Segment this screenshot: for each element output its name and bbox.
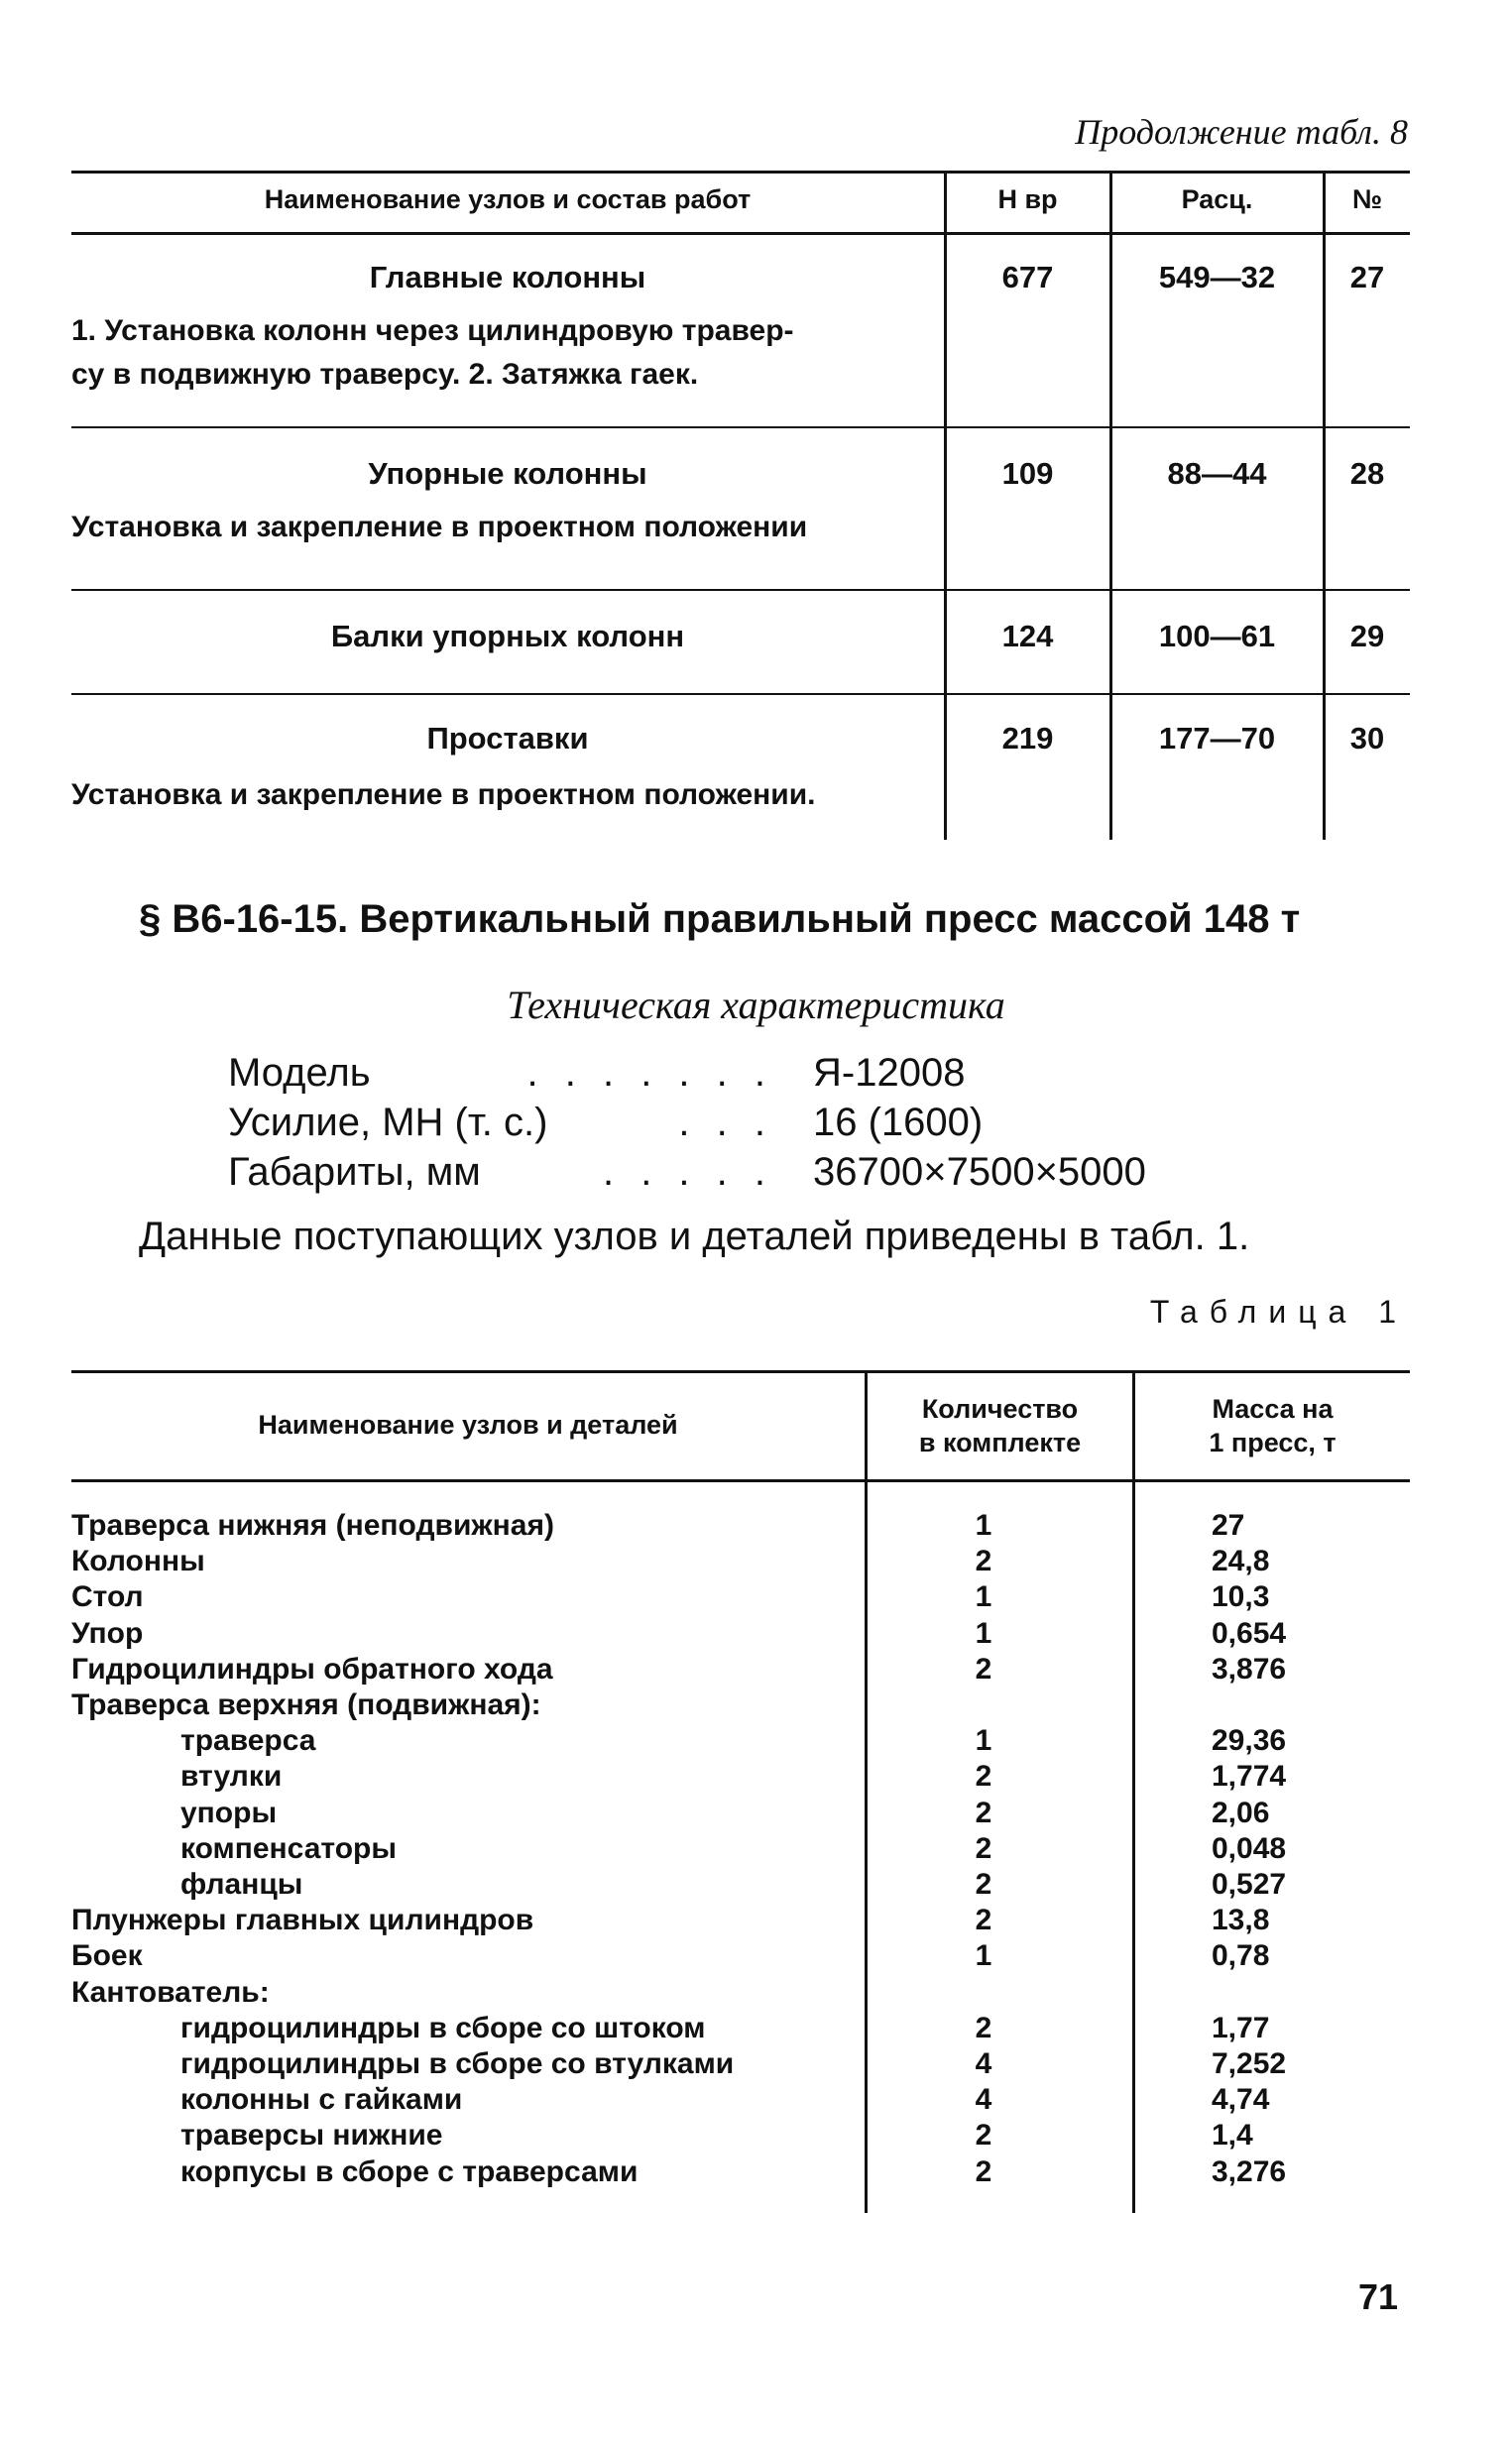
item-quantity: 1: [975, 1939, 992, 1973]
table-row: [71, 1580, 1410, 1616]
table-row: [71, 1545, 1410, 1580]
row-number: 28: [1349, 456, 1385, 491]
item-quantity: 1: [975, 1580, 992, 1614]
item-name: траверса: [180, 1724, 316, 1758]
table-row: [71, 2012, 1410, 2047]
table-row: [71, 2155, 1410, 2191]
item-name: упоры: [180, 1796, 278, 1829]
row-number: 29: [1349, 619, 1385, 653]
item-quantity: 2: [975, 1652, 992, 1686]
item-quantity: 2: [975, 2011, 992, 2044]
table-row: [71, 1868, 1410, 1904]
item-quantity: 2: [975, 2119, 992, 2153]
item-mass: 7,252: [1212, 2047, 1287, 2080]
item-quantity: 2: [975, 1831, 992, 1865]
item-name: фланцы: [180, 1868, 303, 1901]
item-quantity: 2: [975, 1904, 992, 1937]
item-quantity: 2: [975, 1545, 992, 1578]
item-quantity: 4: [975, 2047, 992, 2080]
row-description: 1. Установка колонн через цилиндровую травер- су в подвижную траверсу. 2. Затяжка гаек.: [71, 314, 794, 391]
item-mass: 3,876: [1212, 1652, 1287, 1686]
table-row: [71, 1797, 1410, 1832]
item-name: колонны с гайками: [180, 2083, 463, 2117]
row-divider: [71, 589, 1410, 591]
header-name: Наименование узлов и состав работ: [264, 184, 752, 214]
table-1: [71, 1370, 1410, 2213]
item-mass: 29,36: [1212, 1724, 1287, 1758]
item-name: гидроцилиндры в сборе со штоком: [180, 2011, 706, 2044]
item-mass: 24,8: [1212, 1545, 1270, 1578]
norm-value: 219: [1001, 721, 1054, 756]
spec-label: Модель: [228, 1051, 371, 1095]
item-quantity: 4: [975, 2083, 992, 2117]
item-mass: 13,8: [1212, 1904, 1270, 1937]
item-name: компенсаторы: [180, 1831, 397, 1865]
item-quantity: 1: [975, 1509, 992, 1542]
item-mass: 3,276: [1212, 2154, 1287, 2188]
row-number: 27: [1349, 260, 1385, 294]
spec-leader-dots: . . . . .: [602, 1150, 773, 1194]
item-mass: 0,654: [1212, 1616, 1287, 1650]
item-name: Стол: [71, 1580, 144, 1614]
header-mass-line1: Масса на: [1212, 1394, 1334, 1424]
row-number: 30: [1349, 721, 1385, 756]
header-mass: [1135, 1392, 1410, 1459]
page-number: 71: [1358, 2276, 1399, 2317]
item-quantity: 2: [975, 1760, 992, 1794]
item-name: Упор: [71, 1616, 144, 1650]
row-title: Упорные колонны: [368, 456, 647, 491]
header-number: №: [1351, 184, 1383, 214]
item-quantity: 1: [975, 1724, 992, 1758]
table-row: [71, 1688, 1410, 1724]
item-quantity: 2: [975, 1796, 992, 1829]
item-quantity: 1: [975, 1616, 992, 1650]
item-name: втулки: [180, 1760, 283, 1794]
item-quantity: 2: [975, 1868, 992, 1901]
item-name: Колонны: [71, 1545, 205, 1578]
table-row: [71, 1760, 1410, 1796]
spec-leader-dots: . . . . . . .: [526, 1051, 773, 1095]
item-mass: 0,048: [1212, 1831, 1287, 1865]
row-description: Установка и закрепление в проектном положении.: [71, 778, 816, 811]
table-top-rule: [71, 171, 1410, 174]
table-row: [71, 1509, 1410, 1545]
header-quantity-line1: Количество: [921, 1394, 1079, 1424]
row-divider: [71, 426, 1410, 428]
header-norm: Н вр: [997, 184, 1058, 214]
header-quantity: [868, 1392, 1132, 1459]
item-mass: 1,77: [1212, 2011, 1270, 2044]
spec-value: 16 (1600): [813, 1101, 984, 1144]
item-mass: 1,774: [1212, 1760, 1287, 1794]
table-row: [71, 1976, 1410, 2012]
table-header-rule: [71, 1479, 1410, 1482]
item-name: Траверса верхняя (подвижная):: [71, 1688, 541, 1721]
item-name: Плунжеры главных цилиндров: [71, 1904, 534, 1937]
header-quantity-line2: в комплекте: [918, 1428, 1082, 1457]
norm-value: 109: [1001, 456, 1054, 491]
item-name: Боек: [71, 1939, 143, 1973]
table-row: [71, 1939, 1410, 1975]
table-row: [71, 2083, 1410, 2119]
item-name: Гидроцилиндры обратного хода: [71, 1652, 553, 1686]
item-mass: 0,527: [1212, 1868, 1287, 1901]
item-mass: 1,4: [1212, 2119, 1253, 2153]
item-mass: 4,74: [1212, 2083, 1270, 2117]
item-mass: 10,3: [1212, 1580, 1270, 1614]
header-price: Расц.: [1181, 184, 1253, 214]
spec-leader-dots: . . .: [678, 1101, 773, 1144]
item-quantity: 2: [975, 2154, 992, 2188]
table-row: [71, 2047, 1410, 2083]
section-heading: § В6-16-15. Вертикальный правильный пресс массой 148 т: [139, 897, 1301, 941]
tech-characteristics-caption: Техническая характеристика: [507, 983, 1005, 1027]
row-title: Балки упорных колонн: [330, 619, 685, 653]
table-row: [71, 2119, 1410, 2154]
row-title: Главные колонны: [369, 260, 646, 294]
table-row: [71, 1653, 1410, 1688]
price-value: 177—70: [1158, 721, 1276, 756]
row-title: Проставки: [426, 721, 589, 756]
table-header-rule: [71, 232, 1410, 235]
header-name: Наименование узлов и деталей: [258, 1410, 678, 1440]
norm-value: 677: [1001, 260, 1054, 294]
item-name: Кантователь:: [71, 1975, 270, 2009]
price-value: 100—61: [1158, 619, 1276, 653]
table-row: [71, 1904, 1410, 1939]
price-value: 549—32: [1158, 260, 1276, 294]
item-mass: 27: [1212, 1509, 1245, 1542]
item-name: траверсы нижние: [180, 2119, 443, 2153]
item-mass: 0,78: [1212, 1939, 1270, 1973]
spec-value: Я-12008: [813, 1051, 966, 1095]
spec-value: 36700×7500×5000: [813, 1150, 1146, 1194]
table-row: [71, 1617, 1410, 1653]
price-value: 88—44: [1167, 456, 1267, 491]
row-divider: [71, 693, 1410, 695]
spec-label: Габариты, мм: [228, 1150, 481, 1194]
table-top-rule: [71, 1370, 1410, 1373]
item-name: гидроцилиндры в сборе со втулками: [180, 2047, 735, 2080]
row-description: Установка и закрепление в проектном положении: [71, 511, 808, 543]
norm-value: 124: [1001, 619, 1054, 653]
table-row: [71, 1832, 1410, 1868]
table-row: [71, 1724, 1410, 1760]
table-continuation-caption: Продолжение табл. 8: [1075, 112, 1408, 152]
intro-paragraph: Данные поступающих узлов и деталей приведены в табл. 1.: [139, 1215, 1250, 1258]
spec-label: Усилие, МН (т. с.): [228, 1101, 548, 1144]
item-mass: 2,06: [1212, 1796, 1270, 1829]
table-1-caption: Таблица 1: [1149, 1294, 1408, 1330]
header-mass-line2: 1 пресс, т: [1209, 1428, 1337, 1457]
item-name: Траверса нижняя (неподвижная): [71, 1509, 554, 1542]
item-name: корпусы в сборе с траверсами: [180, 2154, 639, 2188]
table-8: [71, 171, 1410, 840]
